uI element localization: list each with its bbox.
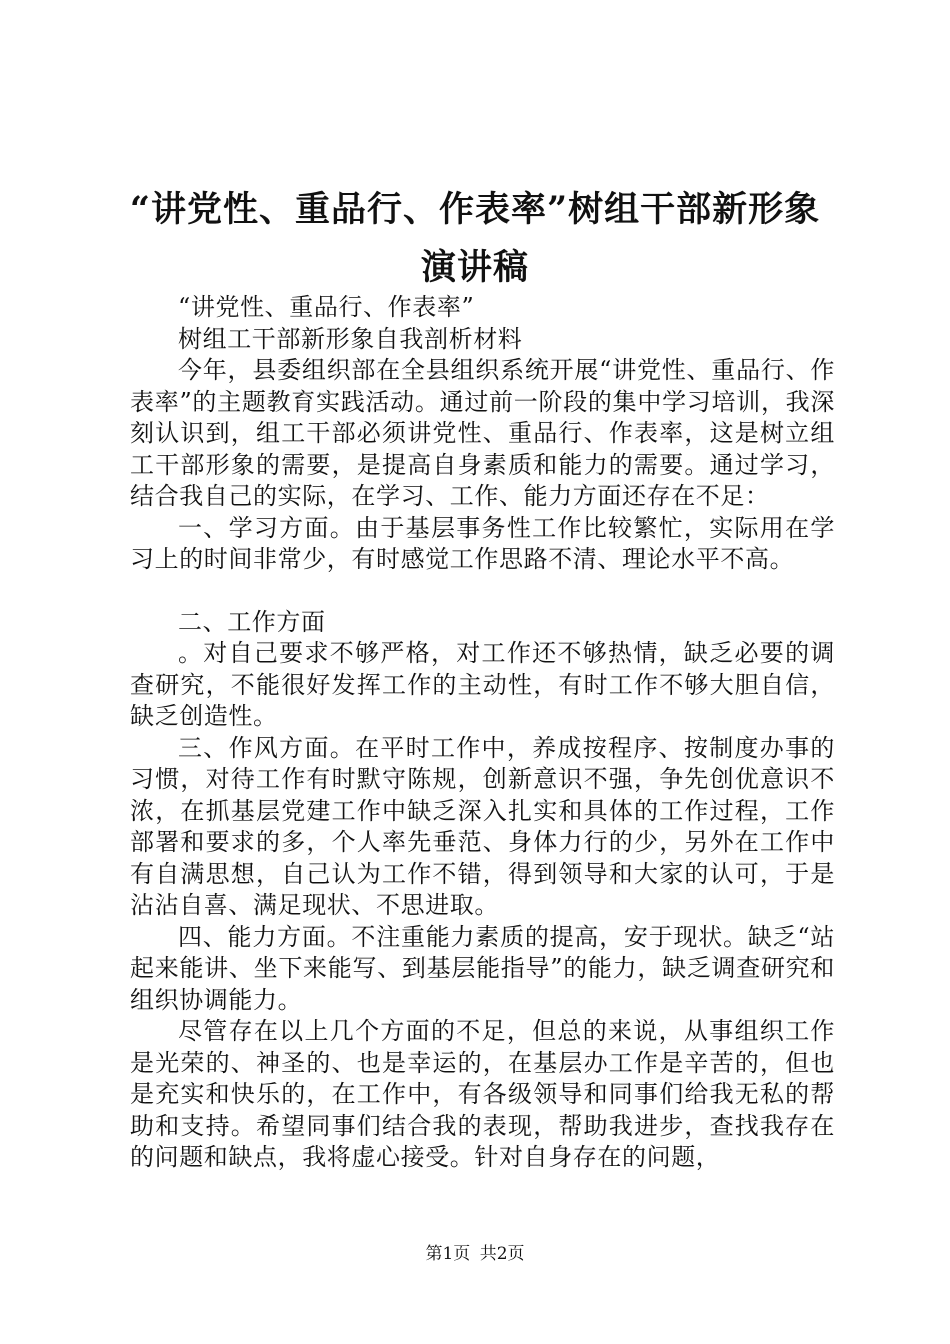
page-footer [0, 1244, 950, 1264]
body-paragraph-subtitle2: 树组工干部新形象自我剖析材料 [178, 324, 523, 353]
body-paragraph-ability: 四、能力方面。不注重能力素质的提高，安于现状。缺乏“站起来能讲、坐下来能写、到基层能指导”的能力，缺乏调查研究和组织协调能力。 [130, 922, 835, 1014]
document-title-line2: 演讲稿 [420, 247, 529, 288]
page-number: 第1页 [425, 1244, 471, 1264]
body-paragraph-summary: 尽管存在以上几个方面的不足，但总的来说，从事组织工作是光荣的、神圣的、也是幸运的，在基层办工作是辛苦的，但也是充实和快乐的，在工作中，有各级领导和同事们给我无私的帮助和支持。希望同事们结合我的表现，帮助我进步，查找我存在的问题和缺点，我将虚心接受。针对自身存在的问题， [130, 1017, 835, 1171]
body-paragraph-intro: 今年，县委组织部在全县组织系统开展“讲党性、重品行、作表率”的主题教育实践活动。通过前一阶段的集中学习培训，我深刻认识到，组工干部必须讲党性、重品行、作表率，这是树立组工干部形象的需要，是提高自身素质和能力的需要。通过学习，结合我自己的实际，在学习、工作、能力方面还存在不足： [130, 356, 835, 510]
body-paragraph-work-heading: 二、工作方面 [178, 607, 326, 636]
page-total: 共2页 [479, 1244, 525, 1264]
document-body [130, 292, 835, 1174]
body-paragraph-subtitle1: “讲党性、重品行、作表率” [178, 293, 475, 321]
body-paragraph-study: 一、学习方面。由于基层事务性工作比较繁忙，实际用在学习上的时间非常少，有时感觉工作思路不清、理论水平不高。 [130, 513, 835, 573]
document-title-line1: “讲党性、重品行、作表率”树组干部新形象 [129, 189, 821, 230]
body-paragraph-work: 。对自己要求不够严格，对工作还不够热情，缺乏必要的调查研究，不能很好发挥工作的主动性，有时工作不够大胆自信，缺乏创造性。 [130, 639, 835, 730]
body-paragraph-style: 三、作风方面。在平时工作中，养成按程序、按制度办事的习惯，对待工作有时默守陈规，创新意识不强，争先创优意识不浓，在抓基层党建工作中缺乏深入扎实和具体的工作过程，工作部署和要求的多，个人率先垂范、身体力行的少，另外在工作中有自满思想，自己认为工作不错，得到领导和大家的认可，于是沾沾自喜、满足现状、不思进取。 [130, 733, 835, 919]
